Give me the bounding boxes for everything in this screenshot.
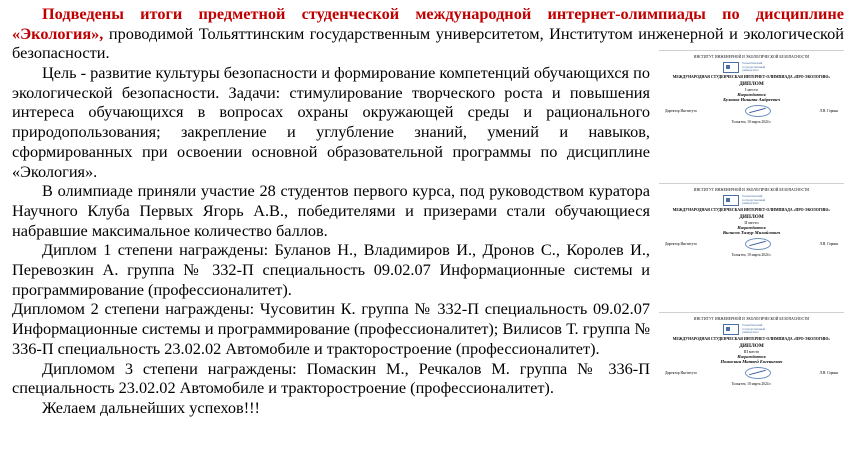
diploma-place: II место <box>744 220 759 225</box>
director-label: Директор Института <box>665 371 697 375</box>
diploma-title: ДИПЛОМ <box>739 343 764 349</box>
diploma-institute: ИНСТИТУТ ИНЖЕНЕРНОЙ И ЭКОЛОГИЧЕСКОЙ БЕЗОПАСНОСТИ <box>693 55 810 59</box>
diploma-1-paragraph: Диплом 1 степени награждены: Буланов Н., Владимиров И., Дронов С., Королев И., Перевозкин А. группа № 332-П специальность 09.02.07 Информационные системы и программирование (профессионалитет). <box>12 240 650 299</box>
diploma-place: III место <box>743 349 760 354</box>
diploma-thumbnail-1 <box>659 50 844 166</box>
diploma-3-paragraph: Дипломом 3 степени награждены: Помаскин М., Речкалов М. группа № 336-П специальность 23.02.02 Автомобиле и тракторостроение (профессионалитет). <box>12 358 650 398</box>
diploma-olympiad: МЕЖДУНАРОДНАЯ СТУДЕНЧЕСКАЯ ИНТЕРНЕТ-ОЛИМПИАДА «ПРО-ЭКОЛОГИЮ» <box>672 75 831 79</box>
university-logo-icon <box>723 62 739 73</box>
director-label: Директор Института <box>665 242 697 246</box>
diploma-recipient: Вилисов Тимур Михайлович <box>722 230 781 235</box>
university-logo-icon <box>723 195 739 206</box>
goal-paragraph: Цель - развитие культуры безопасности и формирование компетенций обучающихся по экологической безопасности. Задачи: стимулирование творческого роста и повышения интереса обучающихся в вопросах охраны окружающей среды и рационального природопользования; закрепление и углубление знаний, умений и навыков, сформированных при освоении основной образовательной программы по дисциплине «Экология». <box>12 63 650 181</box>
lead-rest: проводимой Тольяттинским государственным университетом, Институтом инженерной и экологической безопасности. <box>12 23 844 63</box>
diploma-awarded: Награждается <box>737 354 766 359</box>
diploma-olympiad: МЕЖДУНАРОДНАЯ СТУДЕНЧЕСКАЯ ИНТЕРНЕТ-ОЛИМПИАДА «ПРО-ЭКОЛОГИЮ» <box>672 337 831 341</box>
article-body <box>12 63 650 418</box>
diploma-institute: ИНСТИТУТ ИНЖЕНЕРНОЙ И ЭКОЛОГИЧЕСКОЙ БЕЗОПАСНОСТИ <box>693 317 810 321</box>
university-logo-icon <box>723 324 739 335</box>
director-name: Л.Н. Горина <box>819 371 838 375</box>
diploma-date: Тольятти, 10 марта 2024 г. <box>731 382 772 386</box>
diploma-thumbnail-2 <box>659 183 844 296</box>
diploma-title: ДИПЛОМ <box>739 81 764 87</box>
diploma-2-paragraph: Дипломом 2 степени награждены: Чусовитин К. группа № 332-П специальность 09.02.07 Информационные системы и программирование (профессионалитет); Вилисов Т. группа № 336-П специальность 23.02.02 Автомобиле и тракторостроение (профессионалитет). <box>12 299 650 358</box>
participants-paragraph: В олимпиаде приняли участие 28 студентов первого курса, под руководством куратора Научного Клуба Первых Ягорь А.В., победителями и призерами стали обучающиеся набравшие максимальное количество баллов. <box>12 181 650 240</box>
diploma-date: Тольятти, 10 марта 2024 г. <box>731 120 772 124</box>
signature-stamp-icon <box>745 105 771 117</box>
diploma-recipient: Буланов Никита Андреевич <box>723 97 780 102</box>
diploma-title: ДИПЛОМ <box>739 214 764 220</box>
diploma-thumbnail-3 <box>659 312 844 428</box>
director-name: Л.Н. Горина <box>819 242 838 246</box>
lead-highlight: Подведены итоги предметной студенческой международной интернет-олимпиады по дисциплине «Экология», <box>12 4 844 43</box>
diploma-logo-text: Тольяттинский государственный университет <box>742 61 766 73</box>
signature-stamp-icon <box>745 367 771 379</box>
diploma-date: Тольятти, 10 марта 2024 г. <box>731 253 772 257</box>
diploma-place: I место <box>745 87 758 92</box>
diploma-recipient: Помаскин Матвей Евгеньевич <box>720 359 783 364</box>
director-label: Директор Института <box>665 109 697 113</box>
diploma-olympiad: МЕЖДУНАРОДНАЯ СТУДЕНЧЕСКАЯ ИНТЕРНЕТ-ОЛИМПИАДА «ПРО-ЭКОЛОГИЮ» <box>672 208 831 212</box>
director-name: Л.Н. Горина <box>819 109 838 113</box>
signature-stamp-icon <box>745 238 771 250</box>
diploma-logo-text: Тольяттинский государственный университет <box>742 323 766 335</box>
wishes-paragraph: Желаем дальнейших успехов!!! <box>42 397 260 417</box>
diploma-logo-text: Тольяттинский государственный университет <box>742 194 766 206</box>
diploma-awarded: Награждается <box>737 225 766 230</box>
diploma-awarded: Награждается <box>737 92 766 97</box>
diploma-institute: ИНСТИТУТ ИНЖЕНЕРНОЙ И ЭКОЛОГИЧЕСКОЙ БЕЗОПАСНОСТИ <box>693 188 810 192</box>
